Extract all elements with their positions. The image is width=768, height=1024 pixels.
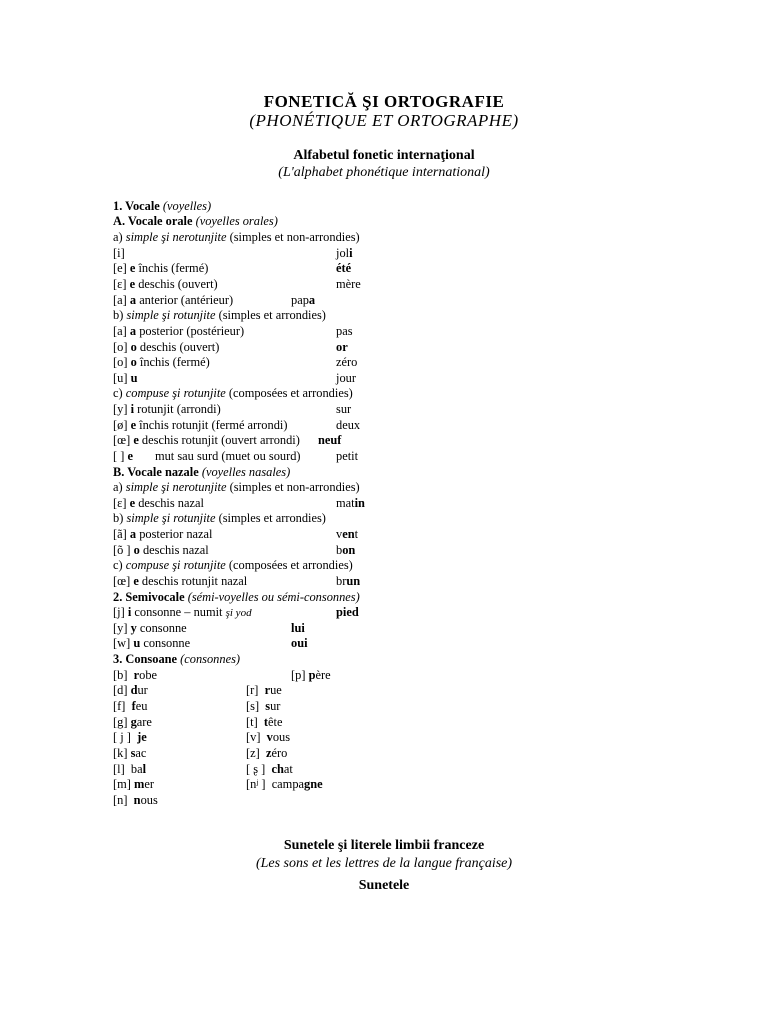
consonant-row: [z] zéro [246,746,288,760]
example-word: matin [336,496,365,510]
heading-vocale-nazale: B. Vocale nazale (voyelles nasales) [113,465,291,479]
vowel-row: [e] e închis (fermé) [113,261,209,275]
consonant-row: [v] vous [246,730,291,744]
consonant-row: [d] dur [113,683,148,697]
consonant-row: [s] sur [246,699,281,713]
consonant-row: [ j ] je [113,730,147,744]
vowel-row: [œ] e deschis rotunjit (ouvert arrondi) [113,433,300,447]
vowel-row: [œ] e deschis rotunjit nazal [113,574,248,588]
vowel-row: [y] i rotunjit (arrondi) [113,402,221,416]
section-subheading: (Les sons et les lettres de la langue française) [255,856,513,871]
vowel-row: [ø] e închis rotunjit (fermé arrondi) [113,418,288,432]
example-word: oui [291,636,308,650]
section-heading: Sunetele şi literele limbii franceze [283,838,485,853]
consonant-row: [l] bal [113,762,147,776]
consonant-row: [g] gare [113,715,152,729]
section-subheading: (L'alphabet phonétique international) [278,165,490,180]
vowel-row: [ɛ] e deschis nazal [113,496,204,510]
subheading-c: c) compuse şi rotunjite (composées et arrondies) [113,558,353,572]
consonant-row: [b] robe [113,668,158,682]
consonant-row: [m] mer [113,777,154,791]
example-word: deux [336,418,361,432]
example-word: lui [291,621,305,635]
heading-vocale-orale: A. Vocale orale (voyelles orales) [113,214,278,228]
example-word: papa [291,293,316,307]
consonant-row: [r] rue [246,683,282,697]
consonant-row: [k] sac [113,746,147,760]
subheading-b: b) simple şi rotunjite (simples et arrondies) [113,511,326,525]
consonant-row: [t] tête [246,715,283,729]
consonant-row: [n] nous [113,793,158,807]
example-word: petit [336,449,359,463]
example-word: bon [336,543,356,557]
vowel-row: [o] o deschis (ouvert) [113,340,220,354]
heading-semivocale: 2. Semivocale (sémi-voyelles ou sémi-consonnes) [113,590,360,604]
consonant-row: [p] père [291,668,331,682]
subheading-b: b) simple şi rotunjite (simples et arrondies) [113,308,326,322]
example-word: mère [336,277,361,291]
example-word: été [336,261,352,275]
example-word: brun [336,574,361,588]
subheading-a: a) simple şi nerotunjite (simples et non-arrondies) [113,480,360,494]
semivowel-row: [j] i consonne – numit şi yod [113,605,252,619]
example-word: or [336,340,348,354]
example-word: pied [336,605,359,619]
subheading-a: a) simple şi nerotunjite (simples et non-arrondies) [113,230,360,244]
example-word: neuf [318,433,342,447]
section-heading: Alfabetul fonetic internaţional [293,148,475,163]
subheading-c: c) compuse şi rotunjite (composées et arrondies) [113,386,353,400]
heading-consoane: 3. Consoane (consonnes) [113,652,241,666]
example-word: jour [336,371,356,385]
vowel-row: [a] a posterior (postérieur) [113,324,245,338]
vowel-row: [a] a anterior (antérieur) [113,293,234,307]
semivowel-row: [w] u consonne [113,636,191,650]
vowel-row: [ ] e mut sau surd (muet ou sourd) [113,449,301,463]
consonant-row: [nʲ ] campagne [246,777,323,791]
vowel-row: [i] [113,246,125,260]
vowel-row: [ã] a posterior nazal [113,527,213,541]
doc-title: FONETICĂ ŞI ORTOGRAFIE [263,92,505,111]
example-word: pas [336,324,353,338]
vowel-row: [u] u [113,371,138,385]
heading-vocale: 1. Vocale (voyelles) [113,199,212,213]
consonant-row: [f] feu [113,699,148,713]
vowel-row: [ɛ] e deschis (ouvert) [113,277,218,291]
subsection-heading: Sunetele [358,878,410,893]
vowel-row: [o] o închis (fermé) [113,355,210,369]
example-word: zéro [336,355,358,369]
example-word: joli [336,246,353,260]
semivowel-row: [y] y consonne [113,621,187,635]
example-word: vent [336,527,359,541]
consonant-row: [ ʂ ] chat [246,762,293,776]
vowel-row: [õ ] o deschis nazal [113,543,209,557]
example-word: sur [336,402,352,416]
doc-title-translation: (PHONÉTIQUE ET ORTOGRAPHE) [249,111,519,130]
